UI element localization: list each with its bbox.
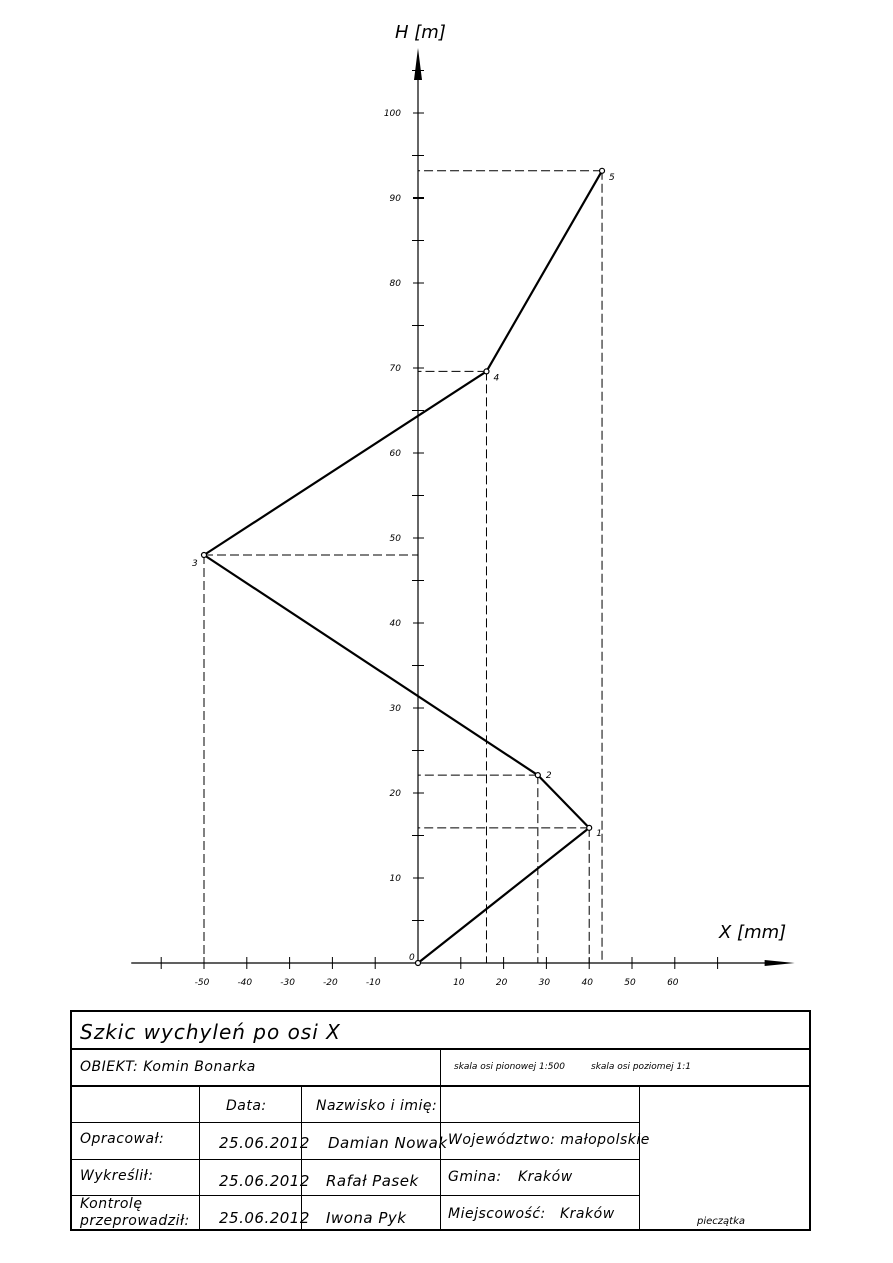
y-tick-label: 10	[389, 874, 401, 884]
role-drawn: Wykreślił:	[80, 1168, 154, 1184]
point-label: 3	[192, 559, 198, 569]
y-tick-label: 40	[389, 619, 401, 629]
y-tick-label: 60	[389, 449, 401, 459]
y-tick-label: 70	[389, 364, 401, 374]
title-block	[70, 1010, 811, 1231]
date-checked: 25.06.2012	[219, 1209, 310, 1227]
x-tick-label: 30	[538, 978, 551, 988]
name-drawn: Rafał Pasek	[326, 1172, 419, 1190]
x-axis-arrow	[765, 960, 795, 966]
vertical-scale: skala osi pionowej 1:500	[454, 1062, 565, 1072]
y-tick-label: 50	[389, 534, 401, 544]
x-tick-label: 40	[581, 978, 593, 988]
x-tick-label: 10	[453, 978, 465, 988]
x-tick-label: -50	[194, 978, 210, 988]
locality-label: Miejscowość:	[448, 1206, 546, 1222]
divider	[72, 1195, 639, 1196]
horizontal-scale: skala osi poziomej 1:1	[591, 1062, 691, 1072]
x-tick-label: -10	[365, 978, 381, 988]
point-label: 5	[609, 172, 615, 183]
role-checked-line1: Kontrolę	[80, 1196, 143, 1212]
divider	[199, 1085, 200, 1229]
y-axis-arrow	[414, 48, 422, 80]
role-prepared: Opracował:	[80, 1131, 165, 1147]
divider	[72, 1122, 639, 1123]
drawing-title: Szkic wychyleń po osi X	[80, 1020, 341, 1044]
x-tick-label: 60	[667, 978, 679, 988]
voivodeship: Województwo: małopolskie	[448, 1132, 650, 1148]
y-axis-label: H [m]	[395, 22, 446, 43]
deviation-line	[204, 171, 602, 963]
x-tick-label: 20	[495, 978, 508, 988]
commune-label: Gmina:	[448, 1169, 502, 1185]
point-marker	[484, 369, 489, 374]
divider	[301, 1085, 302, 1229]
point-label: 4	[493, 373, 500, 384]
point-label: 1	[596, 828, 602, 839]
commune-value: Kraków	[518, 1169, 573, 1185]
stamp-label: pieczątka	[697, 1216, 745, 1227]
x-axis-label: X [mm]	[719, 922, 787, 943]
locality-value: Kraków	[560, 1206, 615, 1222]
date-prepared: 25.06.2012	[219, 1134, 310, 1152]
y-tick-label: 20	[389, 789, 401, 799]
y-tick-label: 90	[389, 194, 401, 204]
x-tick-label: -20	[323, 978, 338, 988]
name-checked: Iwona Pyk	[326, 1209, 407, 1227]
name-prepared: Damian Nowak	[328, 1134, 448, 1152]
point-label: 0	[409, 953, 415, 963]
x-tick-label: 50	[624, 978, 636, 988]
role-checked-line2: przeprowadził:	[80, 1213, 190, 1229]
point-label: 2	[545, 771, 552, 782]
x-tick-label: -30	[280, 978, 295, 988]
divider	[639, 1085, 640, 1229]
point-marker	[535, 773, 540, 778]
point-marker	[416, 961, 421, 966]
date-drawn: 25.06.2012	[219, 1172, 310, 1190]
point-marker	[587, 825, 592, 830]
divider	[72, 1159, 639, 1160]
y-tick-label: 80	[389, 279, 401, 289]
deviation-series	[202, 168, 605, 965]
point-marker	[202, 553, 207, 558]
x-tick-label: -40	[237, 978, 253, 988]
date-header: Data:	[226, 1098, 267, 1114]
axes	[131, 48, 794, 969]
y-tick-label: 30	[389, 704, 401, 714]
dashed-projection-lines	[204, 171, 602, 963]
object-name: OBIEKT: Komin Bonarka	[80, 1059, 256, 1075]
point-marker	[600, 168, 605, 173]
name-header: Nazwisko i imię:	[316, 1098, 438, 1114]
y-tick-label: 100	[383, 109, 401, 119]
